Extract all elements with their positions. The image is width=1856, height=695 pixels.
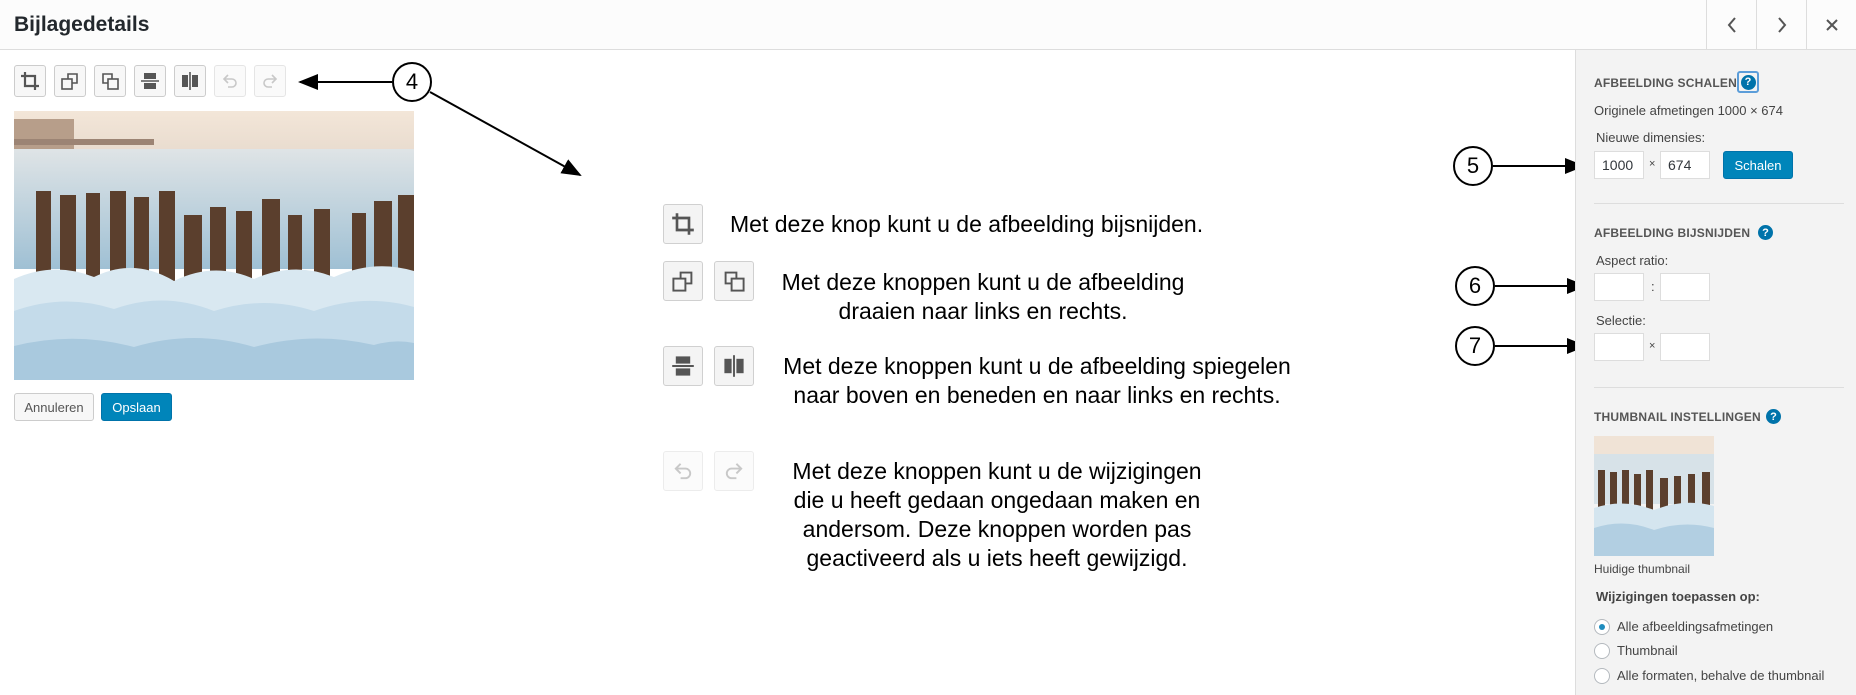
instruction-redo-box [714,451,754,491]
rotate-left-icon [671,269,695,293]
instruction-flip-horizontal-box [714,346,754,386]
divider [1594,387,1844,388]
instruction-flip-line: Met deze knoppen kunt u de afbeelding spiegelen [783,353,1291,379]
instruction-rotate-line: draaien naar links en rechts. [838,298,1128,324]
selection-times-sign: × [1649,340,1656,352]
annotation-5: 5 [1453,146,1493,186]
radio-thumbnail[interactable] [1594,643,1610,659]
apply-changes-label: Wijzigingen toepassen op: [1596,589,1760,604]
instruction-flip-line: naar boven en beneden en naar links en rechts. [793,382,1281,408]
instruction-undo-line: geactiveerd als u iets heeft gewijzigd. [806,545,1188,571]
original-dimensions: Originele afmetingen 1000 × 674 [1594,103,1783,118]
aspect-ratio-label: Aspect ratio: [1596,253,1669,268]
selection-label: Selectie: [1596,313,1646,328]
instruction-crop-icon-box [663,204,703,244]
instruction-rotate-line: Met deze knoppen kunt u de afbeelding [781,269,1185,295]
instruction-flip-text [772,352,1302,410]
crop-icon [671,212,695,236]
instruction-rotate-left-box [663,261,703,301]
instruction-flip-vertical-box [663,346,703,386]
current-thumbnail-image [1594,436,1714,556]
flip-vertical-icon [671,354,695,378]
save-button[interactable]: Opslaan [101,393,172,421]
scale-times-sign: × [1649,158,1656,170]
instruction-undo-box [663,451,703,491]
undo-icon [671,459,695,483]
arrow-4-explanation [430,92,580,175]
cancel-button[interactable]: Annuleren [14,393,94,421]
radio-all-sizes[interactable] [1594,619,1610,635]
scale-width-input[interactable]: 1000 [1594,151,1644,179]
image-settings-sidebar [1575,50,1856,695]
crop-help-icon[interactable]: ? [1758,225,1773,240]
annotation-6: 6 [1455,266,1495,306]
radio-thumbnail-label[interactable]: Thumbnail [1617,643,1678,658]
instruction-crop-text: Met deze knop kunt u de afbeelding bijsnijden. [730,211,1204,237]
instruction-undo-line: Met deze knoppen kunt u de wijzigingen [792,458,1202,484]
rotate-right-icon [722,269,746,293]
instruction-undo-line: die u heeft gedaan ongedaan maken en [793,487,1201,513]
selection-width-input[interactable] [1594,333,1644,361]
instruction-undo-line: andersom. Deze knoppen worden pas [802,516,1192,542]
radio-all-except-thumbnail-label[interactable]: Alle formaten, behalve de thumbnail [1617,668,1825,683]
thumbnail-section-title: THUMBNAIL INSTELLINGEN [1594,410,1761,424]
aspect-colon: : [1651,279,1655,294]
scale-button[interactable]: Schalen [1723,151,1793,179]
aspect-width-input[interactable] [1594,273,1644,301]
divider [1594,203,1844,204]
modal-title: Bijlagedetails [14,13,150,36]
instruction-undo-text [772,457,1222,573]
scale-section-title: AFBEELDING SCHALEN [1594,76,1737,90]
radio-all-sizes-label[interactable]: Alle afbeeldingsafmetingen [1617,619,1774,634]
annotation-7: 7 [1455,326,1495,366]
beach-thumbnail [1594,436,1714,556]
instruction-rotate-text [773,268,1193,326]
thumbnail-caption: Huidige thumbnail [1594,562,1691,576]
scale-height-input[interactable]: 674 [1660,151,1710,179]
help-icon: ? [1741,75,1756,90]
aspect-height-input[interactable] [1660,273,1710,301]
thumbnail-help-icon[interactable]: ? [1766,409,1781,424]
scale-help-button[interactable] [1737,71,1759,93]
flip-horizontal-icon [722,354,746,378]
redo-icon [722,459,746,483]
radio-all-except-thumbnail[interactable] [1594,668,1610,684]
selection-height-input[interactable] [1660,333,1710,361]
crop-section-title: AFBEELDING BIJSNIJDEN [1594,226,1751,240]
annotation-4: 4 [392,62,432,102]
new-dimensions-label: Nieuwe dimensies: [1596,130,1706,145]
instruction-rotate-right-box [714,261,754,301]
